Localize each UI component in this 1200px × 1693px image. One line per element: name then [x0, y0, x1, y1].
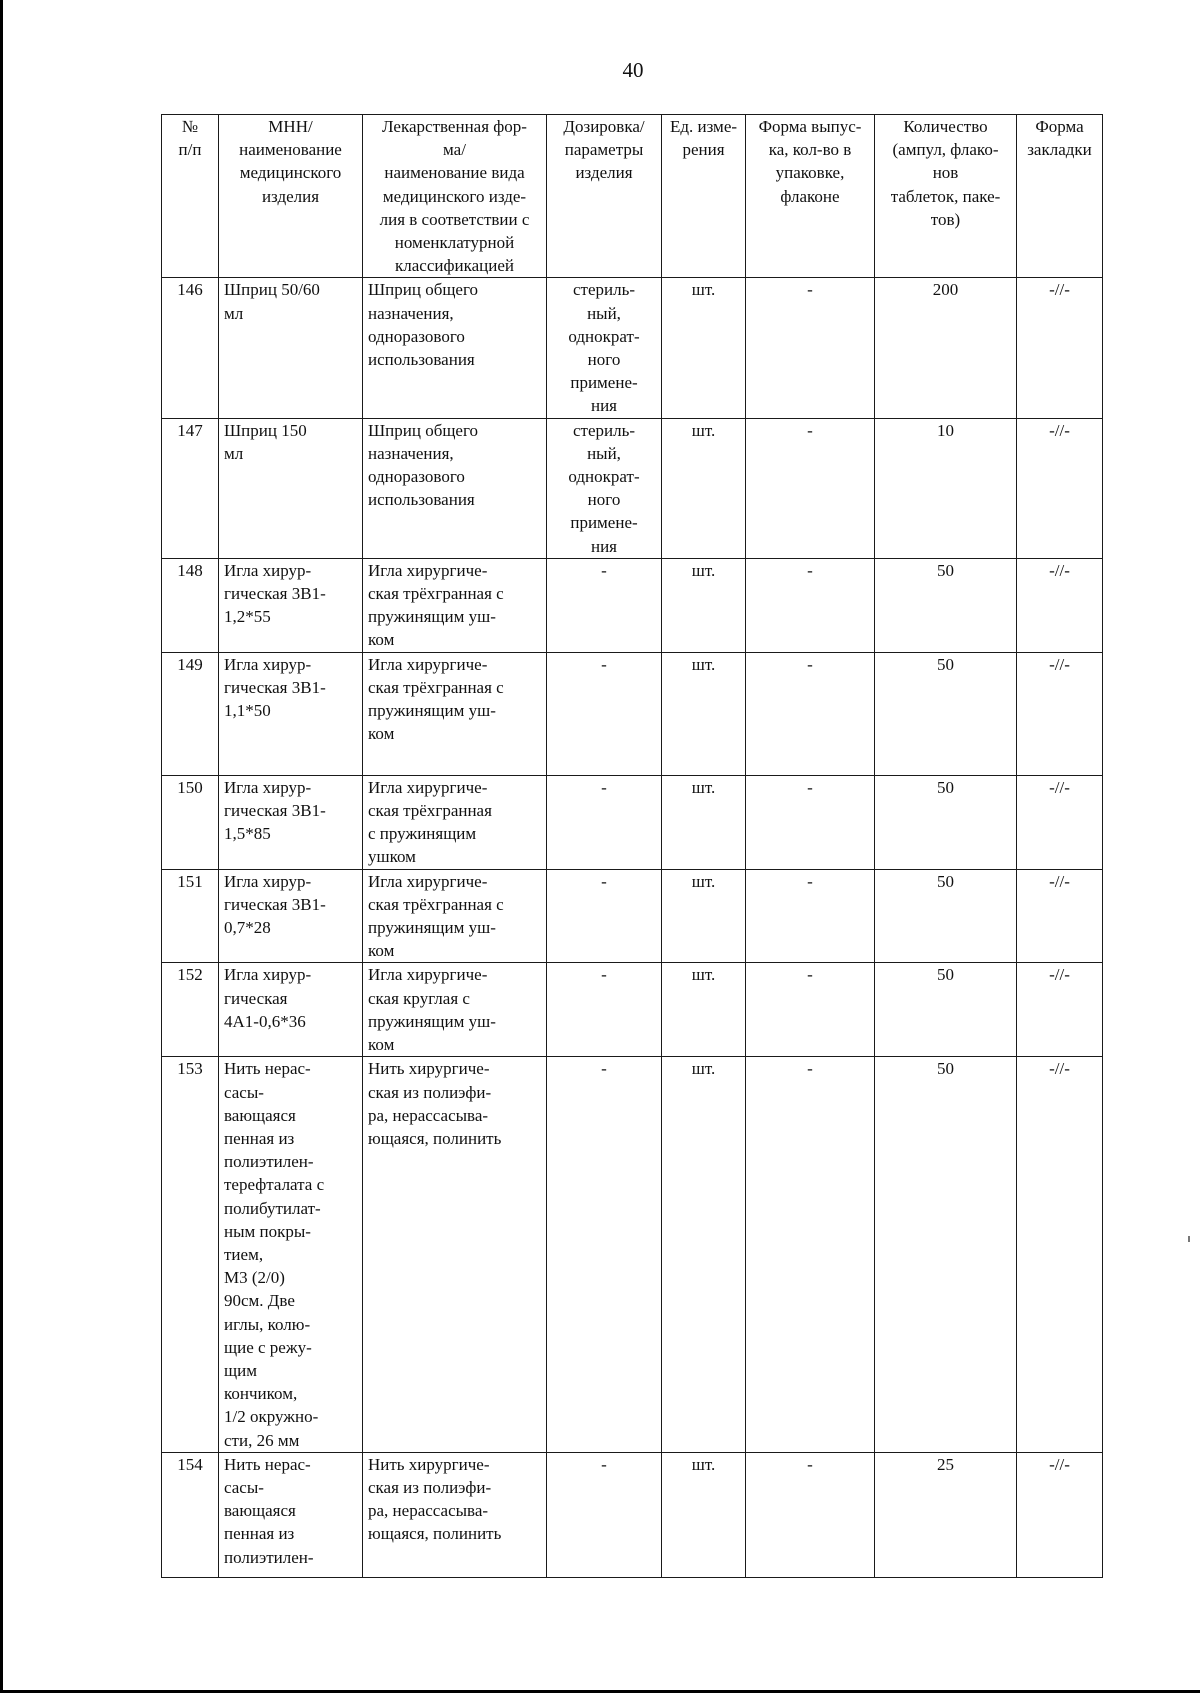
cell-quantity: 200 [875, 278, 1017, 418]
cell-pack-form: - [746, 775, 875, 869]
cell-pack-form: - [746, 278, 875, 418]
cell-pack-form: - [746, 1452, 875, 1577]
cell-unit: шт. [662, 418, 746, 558]
cell-quantity: 25 [875, 1452, 1017, 1577]
cell-pack-form: - [746, 558, 875, 652]
cell-mnn: Нить нерас- сасы- вающаяся пенная из полиэтилен- терефталата с полибутилат- ным покры- тием, М3 (2/0) 90см. Две иглы, колю- щие с режу- щим кончиком, 1/2 окружно- сти, 26 мм [219, 1057, 363, 1452]
cell-dosage-form: Нить хирургиче- ская из полиэфи- ра, нерассасыва- ющаяся, полинить [363, 1452, 547, 1577]
cell-bookmark-form: -//- [1017, 963, 1103, 1057]
cell-number: 151 [162, 869, 219, 963]
cell-number: 152 [162, 963, 219, 1057]
table-row [162, 278, 1103, 418]
cell-quantity: 50 [875, 963, 1017, 1057]
cell-number: 149 [162, 652, 219, 775]
table-row [162, 775, 1103, 869]
cell-pack-form: - [746, 963, 875, 1057]
cell-bookmark-form: -//- [1017, 418, 1103, 558]
table-row [162, 418, 1103, 558]
header-bookmark-form: Форма закладки [1017, 115, 1103, 278]
header-mnn: МНН/ наименование медицинского изделия [219, 115, 363, 278]
cell-mnn: Игла хирур- гическая 4А1-0,6*36 [219, 963, 363, 1057]
cell-dosage: стериль- ный, однократ- ного примене- ния [547, 278, 662, 418]
cell-unit: шт. [662, 1057, 746, 1452]
table-row [162, 869, 1103, 963]
cell-dosage: - [547, 1057, 662, 1452]
header-pack-form: Форма выпус- ка, кол-во в упаковке, флаконе [746, 115, 875, 278]
cell-quantity: 50 [875, 869, 1017, 963]
header-dosage-form: Лекарственная фор- ма/ наименование вида медицинского изде- лия в соответствии с номенклатурной классификацией [363, 115, 547, 278]
cell-unit: шт. [662, 869, 746, 963]
cell-number: 146 [162, 278, 219, 418]
cell-number: 147 [162, 418, 219, 558]
cell-dosage: - [547, 652, 662, 775]
cell-dosage-form: Нить хирургиче- ская из полиэфи- ра, нерассасыва- ющаяся, полинить [363, 1057, 547, 1452]
cell-unit: шт. [662, 775, 746, 869]
cell-dosage: - [547, 558, 662, 652]
cell-dosage: - [547, 775, 662, 869]
cell-quantity: 50 [875, 775, 1017, 869]
cell-unit: шт. [662, 1452, 746, 1577]
cell-number: 150 [162, 775, 219, 869]
cell-number: 148 [162, 558, 219, 652]
cell-dosage-form: Игла хирургиче- ская трёхгранная с пружинящим уш- ком [363, 652, 547, 775]
cell-dosage-form: Игла хирургиче- ская круглая с пружинящим уш- ком [363, 963, 547, 1057]
table-row [162, 558, 1103, 652]
cell-dosage: стериль- ный, однократ- ного примене- ния [547, 418, 662, 558]
cell-pack-form: - [746, 869, 875, 963]
cell-dosage-form: Игла хирургиче- ская трёхгранная с пружинящим уш- ком [363, 869, 547, 963]
cell-unit: шт. [662, 278, 746, 418]
header-dosage: Дозировка/ параметры изделия [547, 115, 662, 278]
cell-mnn: Игла хирур- гическая 3В1- 0,7*28 [219, 869, 363, 963]
header-number: № п/п [162, 115, 219, 278]
cell-mnn: Шприц 50/60 мл [219, 278, 363, 418]
cell-number: 153 [162, 1057, 219, 1452]
cell-mnn: Нить нерас- сасы- вающаяся пенная из полиэтилен- [219, 1452, 363, 1577]
table-row [162, 1452, 1103, 1577]
cell-bookmark-form: -//- [1017, 652, 1103, 775]
cell-pack-form: - [746, 1057, 875, 1452]
table-row [162, 963, 1103, 1057]
header-quantity: Количество (ампул, флако- нов таблеток, паке- тов) [875, 115, 1017, 278]
cell-unit: шт. [662, 963, 746, 1057]
cell-bookmark-form: -//- [1017, 869, 1103, 963]
cell-quantity: 10 [875, 418, 1017, 558]
table-row [162, 1057, 1103, 1452]
cell-mnn: Игла хирур- гическая 3В1- 1,2*55 [219, 558, 363, 652]
cell-dosage-form: Шприц общего назначения, одноразового использования [363, 418, 547, 558]
page-number: 40 [622, 58, 644, 82]
cell-bookmark-form: -//- [1017, 1057, 1103, 1452]
scan-speck [1188, 1236, 1190, 1242]
cell-dosage-form: Игла хирургиче- ская трёхгранная с пружинящим ушком [363, 775, 547, 869]
scan-left-edge [0, 0, 3, 1693]
cell-unit: шт. [662, 558, 746, 652]
cell-dosage-form: Игла хирургиче- ская трёхгранная с пружинящим уш- ком [363, 558, 547, 652]
cell-quantity: 50 [875, 558, 1017, 652]
cell-dosage-form: Шприц общего назначения, одноразового использования [363, 278, 547, 418]
cell-mnn: Шприц 150 мл [219, 418, 363, 558]
cell-pack-form: - [746, 418, 875, 558]
cell-quantity: 50 [875, 1057, 1017, 1452]
cell-quantity: 50 [875, 652, 1017, 775]
header-unit: Ед. изме- рения [662, 115, 746, 278]
cell-mnn: Игла хирур- гическая 3В1- 1,1*50 [219, 652, 363, 775]
table-row [162, 652, 1103, 775]
cell-unit: шт. [662, 652, 746, 775]
cell-pack-form: - [746, 652, 875, 775]
cell-dosage: - [547, 963, 662, 1057]
cell-bookmark-form: -//- [1017, 278, 1103, 418]
medical-items-table [161, 114, 1103, 1578]
cell-bookmark-form: -//- [1017, 1452, 1103, 1577]
cell-mnn: Игла хирур- гическая 3В1- 1,5*85 [219, 775, 363, 869]
cell-bookmark-form: -//- [1017, 558, 1103, 652]
cell-bookmark-form: -//- [1017, 775, 1103, 869]
cell-dosage: - [547, 869, 662, 963]
cell-number: 154 [162, 1452, 219, 1577]
table-header-row [162, 115, 1103, 278]
cell-dosage: - [547, 1452, 662, 1577]
